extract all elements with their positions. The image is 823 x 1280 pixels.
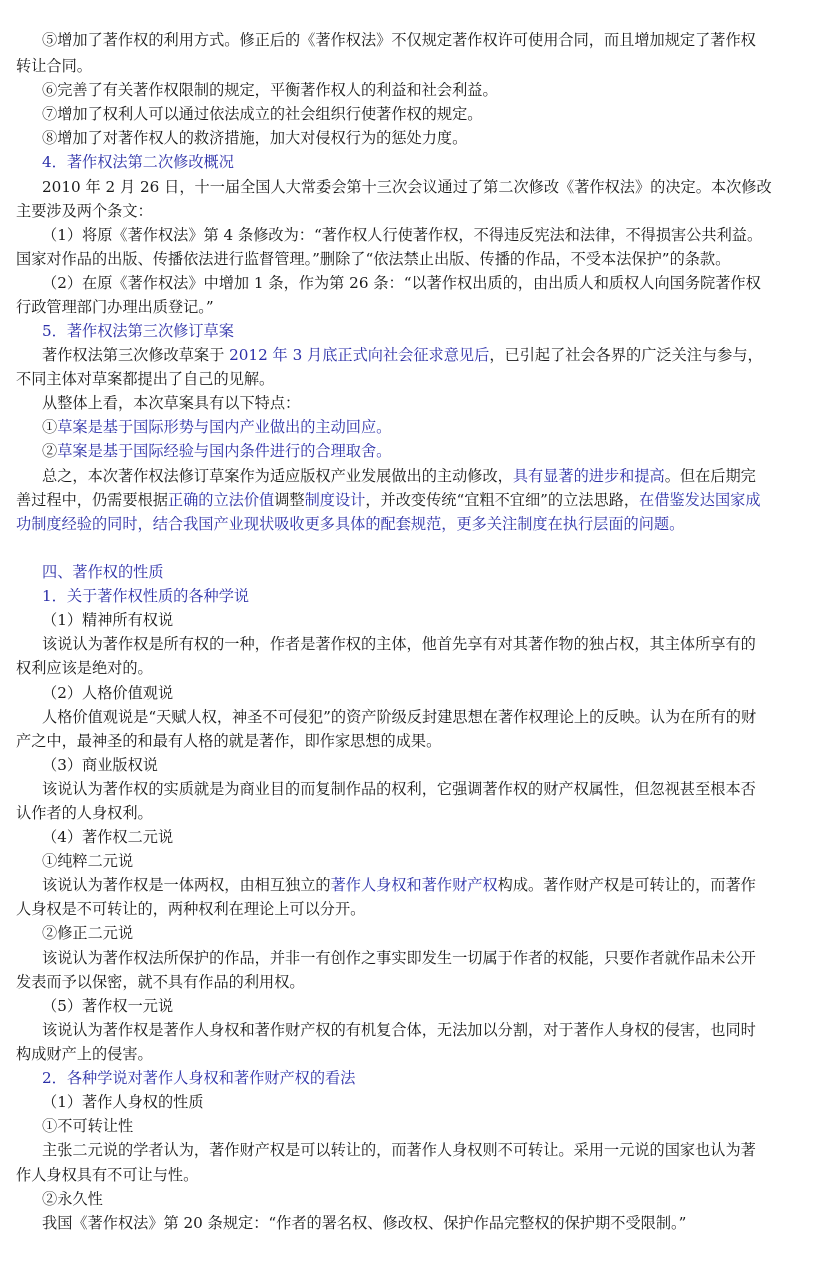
text-line: ②草案是基于国际经验与国内条件进行的合理取舍。 [42, 442, 392, 460]
section-heading: 4．著作权法第二次修改概况 [42, 153, 234, 171]
text-line: （5）著作权一元说 [42, 997, 174, 1015]
text-line: 该说认为著作权的实质就是为商业目的而复制作品的权利，它强调著作权的财产权属性，但忽视甚至根本否 [42, 780, 756, 798]
text-line: ①纯粹二元说 [42, 852, 134, 870]
text-line: 善过程中，仍需要根据正确的立法价值调整制度设计，并改变传统“宜粗不宜细”的立法思路，在借鉴发达国家成 [16, 491, 761, 509]
text-line: 2010 年 2 月 26 日，十一届全国人大常委会第十三次会议通过了第二次修改《著作权法》的决定。本次修改 [42, 178, 772, 196]
text-line: （2）人格价值观说 [42, 684, 174, 702]
text-line: 转让合同。 [16, 57, 92, 75]
text-line: （2）在原《著作权法》中增加 1 条，作为第 26 条：“以著作权出质的，由出质人和质权人向国务院著作权 [42, 274, 761, 292]
section-heading: 2．各种学说对著作人身权和著作财产权的看法 [42, 1069, 356, 1087]
text-line: ①草案是基于国际形势与国内产业做出的主动回应。 [42, 418, 392, 436]
text-line: 我国《著作权法》第 20 条规定：“作者的署名权、修改权、保护作品完整权的保护期不受限制。” [42, 1214, 687, 1232]
section-heading: 1．关于著作权性质的各种学说 [42, 587, 250, 605]
text-line: 认作者的人身权利。 [16, 804, 153, 822]
text-line: ⑥完善了有关著作权限制的规定，平衡著作权人的利益和社会利益。 [42, 81, 498, 99]
text-line: 著作权法第三次修改草案于 2012 年 3 月底正式向社会征求意见后，已引起了社会各界的广泛关注与参与， [42, 346, 763, 364]
text-line: 国家对作品的出版、传播依法进行监督管理。”删除了“依法禁止出版、传播的作品，不受本法保护”的条款。 [16, 250, 731, 268]
text-line: 主要涉及两个条文： [16, 202, 153, 220]
text-line: 人格价值观说是“天赋人权，神圣不可侵犯”的资产阶级反封建思想在著作权理论上的反映。认为在所有的财 [42, 708, 757, 726]
section-heading: 5．著作权法第三次修订草案 [42, 322, 234, 340]
text-line: 该说认为著作权是一体两权，由相互独立的著作人身权和著作财产权构成。著作财产权是可转让的，而著作 [42, 876, 756, 894]
text-line: 权利应该是绝对的。 [16, 659, 153, 677]
text-line: 该说认为著作权是所有权的一种，作者是著作权的主体，他首先享有对其著作物的独占权，其主体所享有的 [42, 635, 756, 653]
text-line: 该说认为著作权法所保护的作品，并非一有创作之事实即发生一切属于作者的权能，只要作者就作品未公开 [42, 949, 756, 967]
text-line: 总之，本次著作权法修订草案作为适应版权产业发展做出的主动修改，具有显著的进步和提高。但在后期完 [42, 467, 756, 485]
text-line: （3）商业版权说 [42, 756, 158, 774]
text-line: 不同主体对草案都提出了自己的见解。 [16, 370, 275, 388]
text-line: ⑧增加了对著作权人的救济措施，加大对侵权行为的惩处力度。 [42, 129, 468, 147]
text-line: ⑦增加了权利人可以通过依法成立的社会组织行使著作权的规定。 [42, 105, 483, 123]
text-line: ②修正二元说 [42, 924, 134, 942]
text-line: ①不可转让性 [42, 1117, 134, 1135]
text-line: 从整体上看，本次草案具有以下特点： [42, 394, 301, 412]
text-line: 行政管理部门办理出质登记。” [16, 298, 214, 316]
text-line: 构成财产上的侵害。 [16, 1045, 153, 1063]
text-line: （1）著作人身权的性质 [42, 1093, 204, 1111]
text-line: 作人身权具有不可让与性。 [16, 1166, 199, 1184]
text-line: 人身权是不可转让的，两种权利在理论上可以分开。 [16, 900, 366, 918]
text-line: 功制度经验的同时，结合我国产业现状吸收更多具体的配套规范，更多关注制度在执行层面的问题。 [16, 515, 685, 533]
text-line: 该说认为著作权是著作人身权和著作财产权的有机复合体，无法加以分割，对于著作人身权的侵害，也同时 [42, 1021, 756, 1039]
text-line: （1）精神所有权说 [42, 611, 174, 629]
text-line: （1）将原《著作权法》第 4 条修改为：“著作权人行使著作权，不得违反宪法和法律，不得损害公共利益。 [42, 226, 763, 244]
text-line: 主张二元说的学者认为，著作财产权是可以转让的，而著作人身权则不可转让。采用一元说的国家也认为著 [42, 1141, 756, 1159]
text-line: （4）著作权二元说 [42, 828, 174, 846]
text-line: ②永久性 [42, 1190, 103, 1208]
text-line: 发表而予以保密，就不具有作品的利用权。 [16, 973, 305, 991]
text-line: 产之中，最神圣的和最有人格的就是著作，即作家思想的成果。 [16, 732, 442, 750]
chapter-heading: 四、著作权的性质 [42, 563, 164, 581]
text-line: ⑤增加了著作权的利用方式。修正后的《著作权法》不仅规定著作权许可使用合同，而且增加规定了著作权 [42, 31, 756, 49]
